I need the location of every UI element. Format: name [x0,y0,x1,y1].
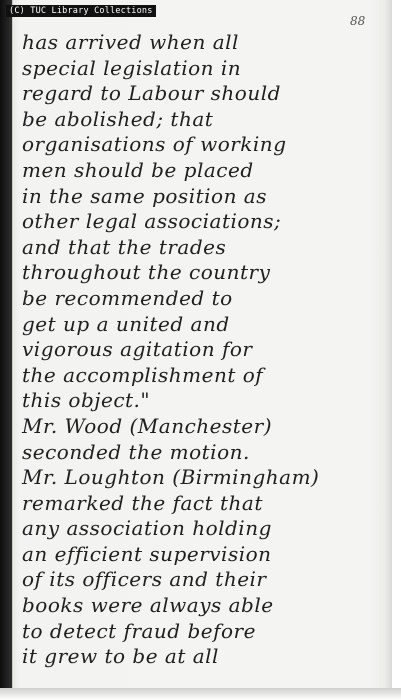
text-line: men should be placed [22,157,254,182]
text-line: be abolished; that [22,106,214,131]
text-line: other legal associations; [22,209,282,234]
text-line: to detect fraud before [22,618,256,643]
text-line: Mr. Loughton (Birmingham) [22,465,320,490]
text-line: special legislation in [22,55,242,80]
handwritten-text-block [22,30,384,670]
copyright-watermark: (C) TUC Library Collections [6,5,156,17]
text-line: it grew to be at all [22,644,219,669]
text-line: has arrived when all [22,30,239,54]
text-line: organisations of working [22,132,287,157]
text-line: be recommended to [22,285,233,310]
text-line: Mr. Wood (Manchester) [22,413,273,438]
text-line: vigorous agitation for [22,337,253,362]
text-line: and that the trades [22,234,227,259]
text-line: remarked the fact that [22,490,263,515]
page-number: 88 [350,14,366,28]
text-line: throughout the country [22,260,271,285]
page-right-margin [392,0,401,700]
text-line: an efficient supervision [22,541,272,566]
text-line: in the same position as [22,183,267,208]
text-line: this object." [22,388,151,413]
text-line: of its officers and their [22,567,267,592]
text-line: regard to Labour should [22,81,281,106]
page-bottom-edge [0,688,401,700]
text-line: get up a united and [22,311,230,336]
text-line: the accomplishment of [22,362,264,387]
binding-shadow [0,0,12,700]
text-line: seconded the motion. [22,439,250,464]
text-line: any association holding [22,516,272,541]
text-line: books were always able [22,593,274,618]
